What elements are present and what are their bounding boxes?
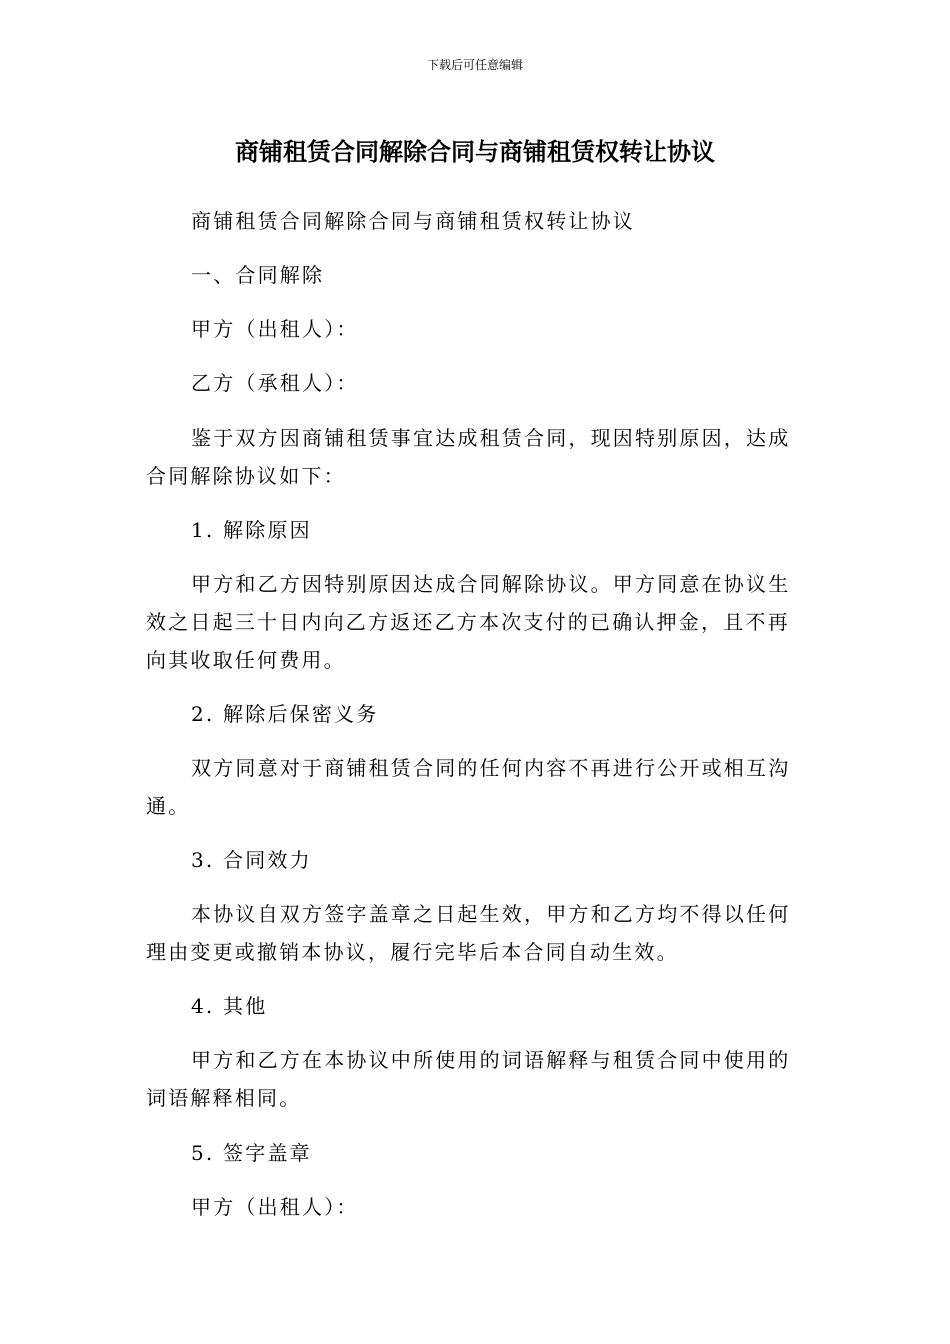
paragraph-clause-3: 本协议自双方签字盖章之日起生效，甲方和乙方均不得以任何理由变更或撤销本协议，履行完毕后本合同自动生效。 <box>146 902 791 964</box>
clause-heading-2: 2. 解除后保密义务 <box>191 702 379 726</box>
party-b-label: 乙方（承租人）： <box>191 371 359 395</box>
paragraph-clause-1: 甲方和乙方因特别原因达成合同解除协议。甲方同意在协议生效之日起三十日内向乙方返还乙方本次支付的已确认押金，且不再向其收取任何费用。 <box>146 572 791 672</box>
paragraph-preamble: 鉴于双方因商铺租赁事宜达成租赁合同，现因特别原因，达成合同解除协议如下： <box>146 426 791 488</box>
clause-heading-5: 5. 签字盖章 <box>191 1141 312 1165</box>
paragraph-clause-4: 甲方和乙方在本协议中所使用的词语解释与租赁合同中使用的词语解释相同。 <box>146 1048 791 1110</box>
clause-heading-3: 3. 合同效力 <box>191 848 312 872</box>
section-heading-termination: 一、合同解除 <box>191 263 325 287</box>
header-note: 下载后可任意编辑 <box>426 58 523 72</box>
clause-heading-1: 1. 解除原因 <box>191 518 312 542</box>
paragraph-clause-2: 双方同意对于商铺租赁合同的任何内容不再进行公开或相互沟通。 <box>146 756 791 818</box>
party-a-label: 甲方（出租人）： <box>191 317 359 341</box>
signature-party-a-label: 甲方（出租人）： <box>191 1195 359 1219</box>
clause-heading-4: 4. 其他 <box>191 994 268 1018</box>
document-title: 商铺租赁合同解除合同与商铺租赁权转让协议 <box>235 138 715 166</box>
paragraph-subtitle: 商铺租赁合同解除合同与商铺租赁权转让协议 <box>191 209 635 233</box>
